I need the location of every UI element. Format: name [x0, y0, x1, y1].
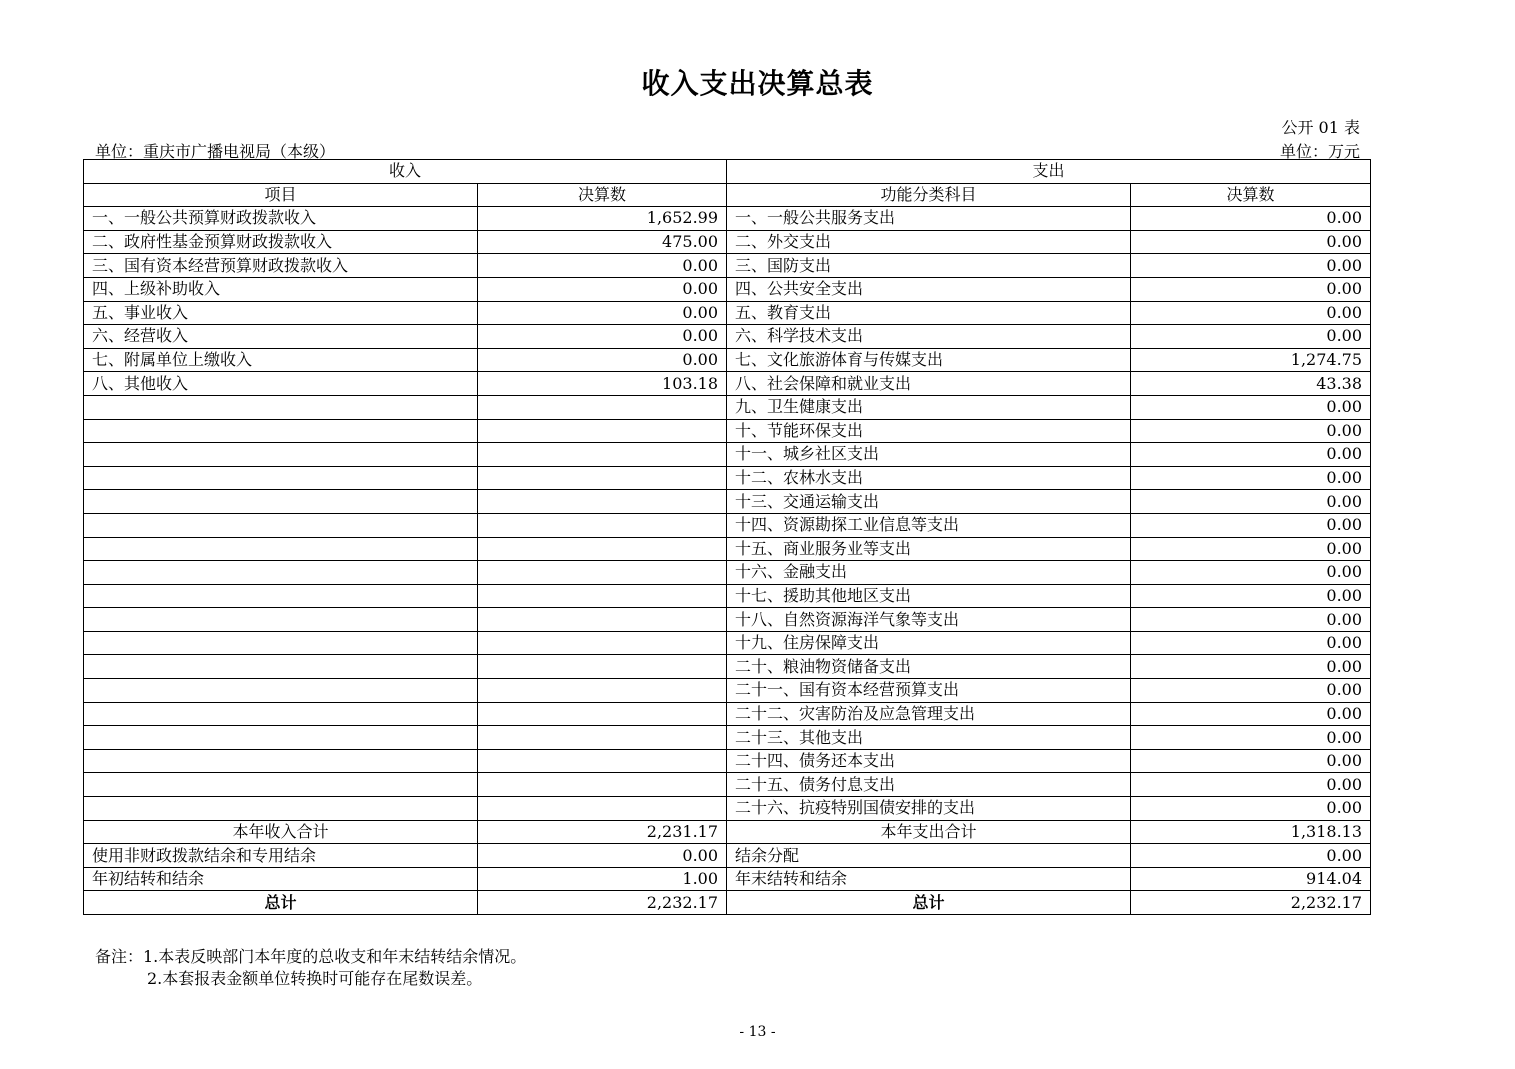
income-amount — [478, 443, 727, 467]
expense-amount: 0.00 — [1131, 584, 1371, 608]
table-row — [84, 254, 1371, 278]
expense-item-label: 九、卫生健康支出 — [727, 395, 1131, 419]
table-row — [84, 844, 1371, 868]
expense-amount: 0.00 — [1131, 513, 1371, 537]
table-row — [84, 372, 1371, 396]
expense-amount: 0.00 — [1131, 230, 1371, 254]
note-line-2: 2.本套报表金额单位转换时可能存在尾数误差。 — [147, 969, 483, 988]
expense-item-label: 十八、自然资源海洋气象等支出 — [727, 608, 1131, 632]
expense-item-label: 一、一般公共服务支出 — [727, 207, 1131, 231]
table-row — [84, 561, 1371, 585]
expense-amount: 0.00 — [1131, 207, 1371, 231]
table-row — [84, 797, 1371, 821]
income-item-label — [84, 443, 478, 467]
expense-amount: 0.00 — [1131, 443, 1371, 467]
income-amount — [478, 773, 727, 797]
total-row — [84, 891, 1371, 915]
income-amount — [478, 537, 727, 561]
income-item-label — [84, 466, 478, 490]
income-item-label — [84, 726, 478, 750]
note-line-1: 备注：1.本表反映部门本年度的总收支和年末结转结余情况。 — [95, 947, 527, 966]
expense-item-label: 二十二、灾害防治及应急管理支出 — [727, 702, 1131, 726]
expense-amount: 0.00 — [1131, 773, 1371, 797]
table-row — [84, 395, 1371, 419]
income-amount — [478, 466, 727, 490]
expense-item-label: 二十六、抗疫特别国债安排的支出 — [727, 797, 1131, 821]
income-item-label: 八、其他收入 — [84, 372, 478, 396]
income-item-label — [84, 655, 478, 679]
expense-amount: 0.00 — [1131, 395, 1371, 419]
table-row — [84, 655, 1371, 679]
expense-item-label: 十七、援助其他地区支出 — [727, 584, 1131, 608]
income-item-label: 三、国有资本经营预算财政拨款收入 — [84, 254, 478, 278]
page-number: - 13 - — [739, 1024, 776, 1040]
expense-item-label: 二十、粮油物资储备支出 — [727, 655, 1131, 679]
income-item-label: 一、一般公共预算财政拨款收入 — [84, 207, 478, 231]
income-item-label — [84, 395, 478, 419]
income-amount: 2,232.17 — [478, 891, 727, 915]
income-amount: 0.00 — [478, 844, 727, 868]
table-row — [84, 419, 1371, 443]
income-item-label — [84, 679, 478, 703]
col-header-item: 项目 — [84, 183, 478, 207]
expense-amount: 2,232.17 — [1131, 891, 1371, 915]
expense-amount: 0.00 — [1131, 797, 1371, 821]
income-item-label: 五、事业收入 — [84, 301, 478, 325]
expense-amount: 0.00 — [1131, 466, 1371, 490]
expense-amount: 0.00 — [1131, 537, 1371, 561]
income-item-label: 二、政府性基金预算财政拨款收入 — [84, 230, 478, 254]
expense-amount: 0.00 — [1131, 254, 1371, 278]
expense-item-label: 本年支出合计 — [727, 820, 1131, 844]
income-item-label — [84, 608, 478, 632]
expense-item-label: 三、国防支出 — [727, 254, 1131, 278]
expense-item-label: 二十三、其他支出 — [727, 726, 1131, 750]
reporting-unit: 单位：重庆市广播电视局（本级） — [95, 142, 336, 161]
expense-amount: 0.00 — [1131, 702, 1371, 726]
expense-amount: 1,274.75 — [1131, 348, 1371, 372]
expense-amount: 0.00 — [1131, 655, 1371, 679]
expense-amount: 0.00 — [1131, 749, 1371, 773]
table-row — [84, 277, 1371, 301]
expense-item-label: 十四、资源勘探工业信息等支出 — [727, 513, 1131, 537]
income-item-label: 四、上级补助收入 — [84, 277, 478, 301]
expense-item-label: 年末结转和结余 — [727, 867, 1131, 891]
table-row — [84, 679, 1371, 703]
income-item-label: 七、附属单位上缴收入 — [84, 348, 478, 372]
expense-item-label: 二十一、国有资本经营预算支出 — [727, 679, 1131, 703]
income-amount — [478, 655, 727, 679]
income-amount: 1.00 — [478, 867, 727, 891]
expense-item-label: 四、公共安全支出 — [727, 277, 1131, 301]
income-amount: 0.00 — [478, 277, 727, 301]
table-row — [84, 867, 1371, 891]
table-row — [84, 631, 1371, 655]
income-item-label — [84, 797, 478, 821]
income-amount — [478, 490, 727, 514]
expense-item-label: 十三、交通运输支出 — [727, 490, 1131, 514]
expense-item-label: 十五、商业服务业等支出 — [727, 537, 1131, 561]
table-row — [84, 513, 1371, 537]
expense-amount: 0.00 — [1131, 325, 1371, 349]
income-amount — [478, 584, 727, 608]
expense-section-header: 支出 — [727, 160, 1371, 184]
income-item-label — [84, 749, 478, 773]
income-amount — [478, 631, 727, 655]
table-row — [84, 773, 1371, 797]
income-item-label: 本年收入合计 — [84, 820, 478, 844]
expense-amount: 0.00 — [1131, 631, 1371, 655]
col-header-function: 功能分类科目 — [727, 183, 1131, 207]
income-item-label — [84, 490, 478, 514]
income-amount — [478, 749, 727, 773]
currency-unit: 单位：万元 — [1279, 142, 1360, 161]
expense-item-label: 十九、住房保障支出 — [727, 631, 1131, 655]
notes — [95, 946, 526, 990]
income-item-label — [84, 773, 478, 797]
expense-amount: 0.00 — [1131, 561, 1371, 585]
income-item-label — [84, 584, 478, 608]
income-amount: 2,231.17 — [478, 820, 727, 844]
table-row — [84, 466, 1371, 490]
table-section-header-row — [84, 160, 1371, 184]
expense-amount: 0.00 — [1131, 277, 1371, 301]
expense-amount: 43.38 — [1131, 372, 1371, 396]
income-amount — [478, 513, 727, 537]
table-row — [84, 230, 1371, 254]
income-amount — [478, 395, 727, 419]
income-item-label: 六、经营收入 — [84, 325, 478, 349]
expense-amount: 0.00 — [1131, 844, 1371, 868]
table-column-header-row — [84, 183, 1371, 207]
subtotal-row — [84, 820, 1371, 844]
income-item-label — [84, 561, 478, 585]
col-header-expense-amount: 决算数 — [1131, 183, 1371, 207]
income-amount: 0.00 — [478, 348, 727, 372]
table-row — [84, 207, 1371, 231]
income-expense-table — [83, 159, 1371, 915]
income-item-label: 使用非财政拨款结余和专用结余 — [84, 844, 478, 868]
income-amount — [478, 608, 727, 632]
form-number: 公开 01 表 — [1281, 118, 1360, 137]
income-amount: 475.00 — [478, 230, 727, 254]
expense-item-label: 二十四、债务还本支出 — [727, 749, 1131, 773]
table-row — [84, 608, 1371, 632]
table-row — [84, 325, 1371, 349]
expense-amount: 0.00 — [1131, 419, 1371, 443]
table-row — [84, 348, 1371, 372]
expense-item-label: 八、社会保障和就业支出 — [727, 372, 1131, 396]
expense-item-label: 十一、城乡社区支出 — [727, 443, 1131, 467]
income-amount: 103.18 — [478, 372, 727, 396]
income-amount: 0.00 — [478, 301, 727, 325]
expense-item-label: 七、文化旅游体育与传媒支出 — [727, 348, 1131, 372]
expense-amount: 0.00 — [1131, 679, 1371, 703]
expense-item-label: 十、节能环保支出 — [727, 419, 1131, 443]
income-amount — [478, 726, 727, 750]
expense-amount: 0.00 — [1131, 490, 1371, 514]
income-item-label — [84, 702, 478, 726]
income-amount — [478, 561, 727, 585]
income-item-label — [84, 513, 478, 537]
table-row — [84, 301, 1371, 325]
income-item-label — [84, 631, 478, 655]
income-item-label: 总计 — [84, 891, 478, 915]
income-amount: 0.00 — [478, 325, 727, 349]
expense-item-label: 五、教育支出 — [727, 301, 1131, 325]
expense-item-label: 总计 — [727, 891, 1131, 915]
expense-amount: 914.04 — [1131, 867, 1371, 891]
income-amount: 1,652.99 — [478, 207, 727, 231]
table-row — [84, 749, 1371, 773]
table-row — [84, 584, 1371, 608]
expense-item-label: 六、科学技术支出 — [727, 325, 1131, 349]
income-amount — [478, 702, 727, 726]
expense-item-label: 十二、农林水支出 — [727, 466, 1131, 490]
expense-item-label: 十六、金融支出 — [727, 561, 1131, 585]
expense-amount: 1,318.13 — [1131, 820, 1371, 844]
table-row — [84, 726, 1371, 750]
income-amount — [478, 679, 727, 703]
expense-item-label: 结余分配 — [727, 844, 1131, 868]
expense-item-label: 二十五、债务付息支出 — [727, 773, 1131, 797]
page-title: 收入支出决算总表 — [641, 67, 874, 100]
table-row — [84, 443, 1371, 467]
expense-amount: 0.00 — [1131, 608, 1371, 632]
income-item-label — [84, 537, 478, 561]
income-amount: 0.00 — [478, 254, 727, 278]
table-row — [84, 537, 1371, 561]
expense-amount: 0.00 — [1131, 301, 1371, 325]
income-item-label — [84, 419, 478, 443]
table-row — [84, 702, 1371, 726]
expense-amount: 0.00 — [1131, 726, 1371, 750]
income-section-header: 收入 — [84, 160, 727, 184]
col-header-income-amount: 决算数 — [478, 183, 727, 207]
expense-item-label: 二、外交支出 — [727, 230, 1131, 254]
income-amount — [478, 419, 727, 443]
income-amount — [478, 797, 727, 821]
income-item-label: 年初结转和结余 — [84, 867, 478, 891]
table-row — [84, 490, 1371, 514]
